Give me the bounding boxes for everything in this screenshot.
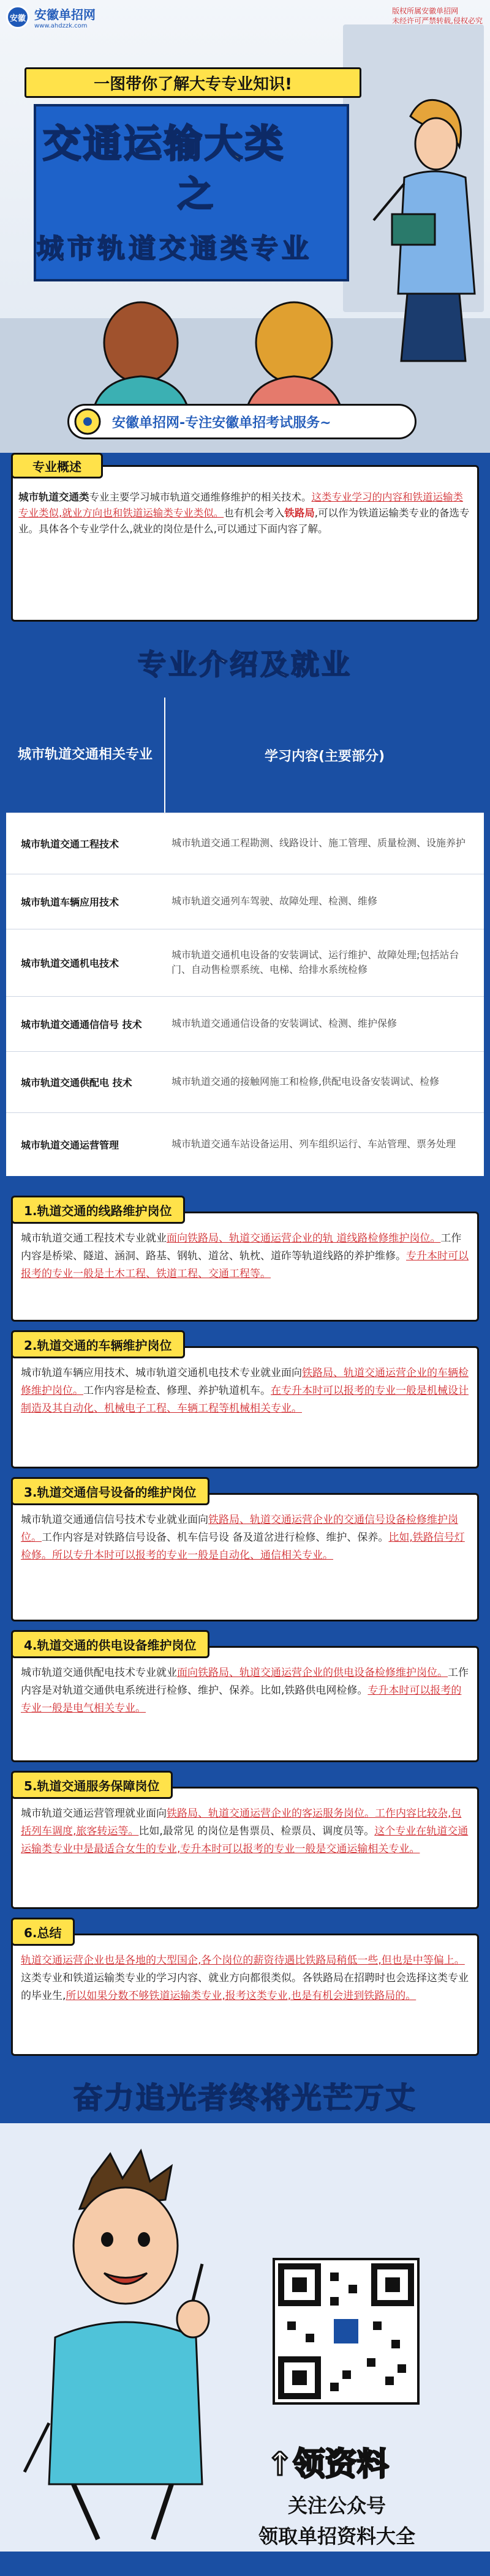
student-right-illustration xyxy=(233,294,355,416)
job-tag: 4.轨道交通的供电设备维护岗位 xyxy=(11,1630,209,1658)
job-text xyxy=(21,1805,469,1858)
job-text-highlight: 专升本时可以报考的专业一般是土木工程、铁道工程、交通工程等。 xyxy=(21,1250,469,1280)
job-text-highlight: 铁路局、轨道交通运营企业的交通信号设备检修维护岗位。 xyxy=(21,1514,458,1544)
job-text-highlight: 铁路局、轨道交通运营企业的车辆检修维护岗位。 xyxy=(21,1367,469,1397)
section-title: 专业介绍及就业 xyxy=(138,648,352,681)
overview-text xyxy=(18,490,472,537)
overview-p3b: ,可以作为铁道运输类专业的备选专业。具体各个专业学什么,就业的岗位是什么,可以通过下面内容了解。 xyxy=(18,507,470,535)
overview-card xyxy=(11,465,479,622)
table-cell-content: 城市轨道交通列车驾驶、故障处理、检测、维修 xyxy=(172,895,378,907)
job-text xyxy=(21,1952,469,2005)
job-text-plain: 比如,最常见 的岗位是售票员、检票员、调度员等。 xyxy=(138,1825,375,1837)
copyright-note xyxy=(392,6,483,26)
job-text-highlight: 铁路局、轨道交通运营企业的客运服务岗位。工作内容比较杂,包括列车调度,旅客转运等。 xyxy=(21,1807,462,1837)
table-cell-content: 城市轨道交通机电设备的安装调试、运行维护、故障处理;包括站台门、自动售检票系统、电梯、给排水系统检修 xyxy=(172,949,459,975)
job-text-plain: 工作内容是对轨道交通供电系统进行检修、维护、保养。比如,铁路供电网检修。 xyxy=(21,1667,469,1697)
job-tag: 3.轨道交通信号设备的维护岗位 xyxy=(11,1477,209,1505)
job-text-highlight: 轨道交通运营企业也是各地的大型国企,各个岗位的薪资待遇比铁路局稍低一些,但也是中等偏上。 xyxy=(21,1954,465,1967)
overview-p3-red: 铁路局 xyxy=(284,507,315,519)
overview-lead: 城市轨道交通类 xyxy=(18,491,89,503)
collect-label: 领取单招资料大全 xyxy=(258,2525,415,2548)
follow-label: 关注公众号 xyxy=(287,2494,386,2517)
job-text-highlight: 在专升本时可以报考的专业一般是机械设计制造及其自动化、机械电子工程、车辆工程等机械相关专业。 xyxy=(21,1385,469,1415)
title-line-3: 城市轨道交通类专业 xyxy=(37,233,312,264)
job-tag: 1.轨道交通的线路维护岗位 xyxy=(11,1196,185,1224)
table-head-content: 学习内容(主要部分) xyxy=(165,698,484,813)
qr-code[interactable] xyxy=(273,2258,420,2405)
job-text-plain: 这类专业和铁道运输类专业的学习内容、就业方向都很类似。各铁路局在招聘时也会选择这类专业的毕业生, xyxy=(21,1972,469,2002)
job-text xyxy=(21,1230,469,1283)
table-cell-content: 城市轨道交通通信设备的安装调试、检测、维护保修 xyxy=(172,1018,398,1029)
job-text xyxy=(21,1664,469,1718)
overview-tag: 专业概述 xyxy=(11,453,103,478)
job-text-highlight: 比如,铁路信号灯检修。所以专升本时可以报考的专业一般是自动化、通信相关专业。 xyxy=(21,1532,465,1562)
site-logo[interactable] xyxy=(6,5,96,29)
table-cell-content: 城市轨道交通的接触网施工和检修,供配电设备安装调试、检修 xyxy=(172,1076,440,1087)
job-text-plain: 工作内容是检查、修理、养护轨道机车。 xyxy=(83,1385,271,1397)
table-cell-content: 城市轨道交通车站设备运用、列车组织运行、车站管理、票务处理 xyxy=(172,1138,456,1150)
logo-name: 安徽单招网 xyxy=(34,7,96,22)
copyright-line-1: 版权所属安徽单招网 xyxy=(392,7,459,15)
job-text-plain: 工作内容是桥梁、隧道、涵洞、路基、钢轨、道岔、轨枕、道砟等轨道线路的养护维修。 xyxy=(21,1232,462,1262)
job-text-highlight: 这个专业在轨道交通运输类专业中是最适合女生的专业,专升本时可以报考的专业一般是交通运输相关专业。 xyxy=(21,1825,469,1855)
table-cell-content: 城市轨道交通工程勘测、线路设计、施工管理、质量检测、设施养护 xyxy=(172,837,466,849)
job-text-plain: 城市轨道交通运营管理就业面向 xyxy=(21,1807,167,1820)
job-text xyxy=(21,1364,469,1418)
student-left-illustration xyxy=(80,294,202,416)
job-text-highlight: 专升本时可以报考的专业一般是电气相关专业。 xyxy=(21,1684,462,1714)
get-materials-label: ↑领资料 xyxy=(266,2446,389,2483)
overview-p3a: 也有机会考入 xyxy=(224,507,285,519)
table-cell-major: 城市轨道交通运营管理 xyxy=(21,1139,119,1151)
job-text xyxy=(21,1511,469,1565)
title-line-1: 交通运输大类 xyxy=(43,121,286,166)
teacher-illustration xyxy=(368,92,478,373)
table-cell-major: 城市轨道交通通信信号 技术 xyxy=(21,1018,142,1030)
headline: 一图带你了解大专专业知识! xyxy=(24,67,361,98)
logo-badge: 安徽 xyxy=(6,6,29,29)
job-tag: 2.轨道交通的车辆维护岗位 xyxy=(11,1330,185,1358)
pin-icon xyxy=(69,404,107,439)
job-text-plain: 城市轨道交通通信信号技术专业就业面向 xyxy=(21,1514,208,1526)
job-text-plain: 城市轨道车辆应用技术、城市轨道交通机电技术专业就业面向 xyxy=(21,1367,302,1379)
overview-p1: 专业主要学习城市轨道交通维修维护的相关技术。 xyxy=(89,491,312,503)
motto: 奋力追光者终将光芒万丈 xyxy=(73,2081,417,2115)
copyright-line-2: 未经许可严禁转载,侵权必究 xyxy=(392,17,483,25)
table-cell-major: 城市轨道交通工程技术 xyxy=(21,838,119,850)
job-text-plain: 城市轨道交通供配电技术专业就业 xyxy=(21,1667,177,1679)
job-text-highlight: 面向铁路局、轨道交通运营企业的供电设备检修维护岗位。 xyxy=(177,1667,448,1679)
logo-url: www.ahdzzk.com xyxy=(34,23,88,29)
boy-pointing-illustration xyxy=(18,2142,227,2545)
footer-bar xyxy=(0,2552,490,2576)
job-tag: 5.轨道交通服务保障岗位 xyxy=(11,1771,173,1799)
table-cell-major: 城市轨道交通供配电 技术 xyxy=(21,1076,132,1089)
table-cell-major: 城市轨道交通机电技术 xyxy=(21,957,119,969)
job-text-highlight: 所以如果分数不够铁道运输类专业,报考这类专业,也是有机会进到铁路局的。 xyxy=(66,1990,417,2002)
overview-p2: 这类专业学习的内容和铁道运输类专业类似,就业方向也和铁道运输类专业类似。 xyxy=(18,491,463,519)
job-tag: 6.总结 xyxy=(11,1918,75,1946)
job-text-plain: 工作内容是对铁路信号设备、机车信号设 备及道岔进行检修、维护、保养。 xyxy=(42,1532,389,1544)
title-line-2: 之 xyxy=(178,173,214,215)
job-text-plain: 城市轨道交通工程技术专业就业 xyxy=(21,1232,167,1245)
service-banner[interactable]: 安徽单招网-专注安徽单招考试服务~ xyxy=(67,404,417,439)
job-text-highlight: 面向铁路局、轨道交通运营企业的轨 道线路检修维护岗位。 xyxy=(167,1232,441,1245)
table-cell-major: 城市轨道车辆应用技术 xyxy=(21,896,119,908)
qr-code-icon xyxy=(275,2260,417,2402)
table-head-major: 城市轨道交通相关专业 xyxy=(6,698,165,813)
